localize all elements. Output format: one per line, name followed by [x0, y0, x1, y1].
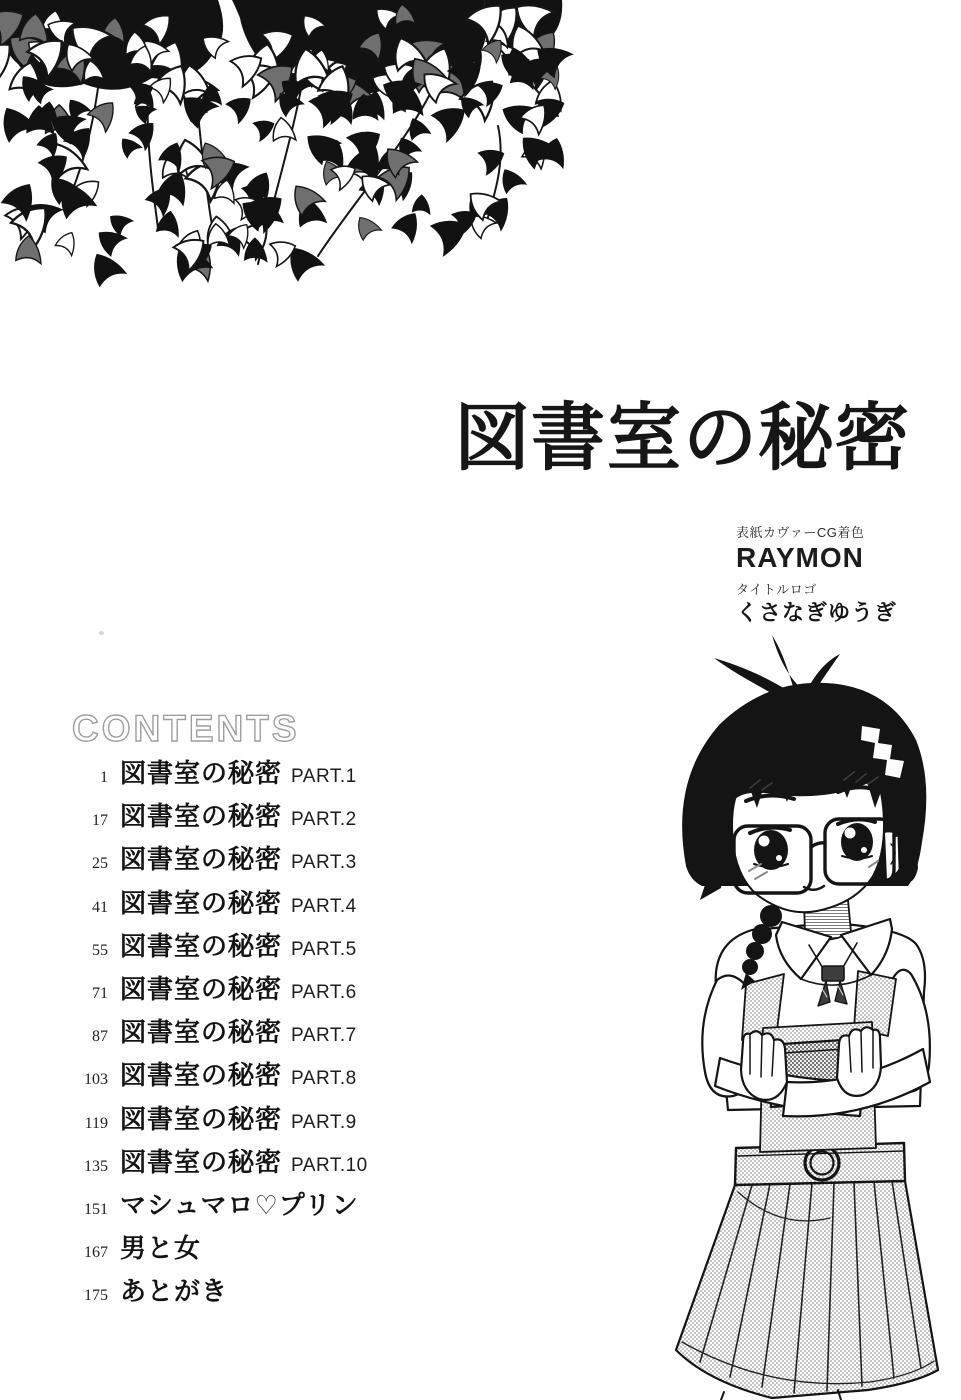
toc-entry — [56, 1055, 368, 1098]
leaf-scatter — [0, 0, 574, 289]
toc-chapter-title: 図書室の秘密 — [120, 931, 283, 961]
toc-entry — [56, 1142, 368, 1185]
toc-chapter-title: 図書室の秘密 — [120, 1018, 283, 1048]
toc-part-label: PART.8 — [291, 1068, 357, 1090]
toc-entry — [56, 1012, 368, 1055]
toc-chapter-title: 図書室の秘密 — [120, 759, 283, 788]
table-of-contents — [56, 753, 368, 1314]
toc-chapter-title: 図書室の秘密 — [120, 888, 283, 918]
credits-block — [736, 526, 897, 624]
toc-chapter-title: 図書室の秘密 — [120, 802, 283, 832]
toc-page-number: 119 — [84, 1114, 108, 1132]
toc-part-label: PART.10 — [291, 1154, 368, 1176]
toc-part-label: PART.7 — [291, 1025, 357, 1047]
toc-page-number: 41 — [92, 898, 108, 916]
toc-page-number: 167 — [84, 1244, 108, 1262]
toc-part-label: PART.2 — [291, 809, 357, 831]
toc-page-number: 71 — [92, 984, 108, 1002]
toc-page-number: 17 — [92, 812, 108, 830]
toc-page-number: 135 — [84, 1157, 108, 1175]
toc-chapter-title: 図書室の秘密 — [120, 1147, 283, 1177]
toc-entry — [56, 753, 368, 796]
toc-entry — [56, 1099, 368, 1142]
toc-page-number: 103 — [84, 1071, 108, 1089]
toc-entry — [56, 1185, 368, 1228]
toc-chapter-title: 図書室の秘密 — [120, 845, 283, 875]
toc-entry — [56, 926, 368, 969]
toc-chapter-title: 男と女 — [120, 1234, 202, 1264]
book-title: 図書室の秘密 — [455, 398, 911, 480]
toc-entry — [56, 883, 368, 926]
toc-part-label: PART.6 — [291, 981, 357, 1003]
contents-heading-text: CONTENTS — [72, 708, 300, 749]
hand-right — [837, 1027, 881, 1096]
toc-chapter-title: 図書室の秘密 — [120, 1104, 283, 1134]
toc-chapter-title: あとがき — [120, 1277, 229, 1307]
logo-credit-name: くさなぎゆうぎ — [736, 599, 898, 625]
toc-entry — [56, 839, 368, 882]
toc-part-label: PART.9 — [291, 1111, 357, 1133]
contents-heading — [70, 704, 330, 754]
toc-part-label: PART.5 — [291, 938, 357, 960]
toc-chapter-title: 図書室の秘密 — [120, 974, 283, 1004]
toc-part-label: PART.1 — [291, 766, 357, 787]
toc-chapter-title: マシュマロ♡プリン — [120, 1190, 359, 1220]
logo-credit-role: タイトルロゴ — [736, 582, 817, 598]
paper-speck — [99, 631, 104, 635]
cover-credit-role: 表紙カヴァーCG着色 — [736, 525, 865, 540]
cover-credit-name: RAYMON — [736, 541, 864, 573]
toc-page-number: 25 — [92, 855, 108, 873]
toc-page-number: 151 — [84, 1200, 108, 1218]
toc-part-label: PART.4 — [291, 895, 357, 917]
ribbon-knot — [822, 966, 844, 981]
toc-part-label: PART.3 — [291, 852, 357, 874]
foliage-illustration — [0, 0, 600, 320]
skirt — [676, 1181, 938, 1398]
hand-left — [741, 1031, 787, 1100]
toc-entry — [56, 1228, 368, 1271]
toc-entry — [56, 1271, 368, 1314]
toc-page-number: 55 — [92, 941, 108, 959]
toc-page-number: 87 — [92, 1028, 108, 1046]
toc-chapter-title: 図書室の秘密 — [120, 1061, 283, 1091]
toc-entry — [56, 969, 368, 1012]
toc-entry — [56, 796, 368, 839]
girl-illustration — [620, 630, 961, 1400]
toc-page-number: 1 — [100, 769, 108, 786]
toc-page-number: 175 — [84, 1287, 108, 1305]
